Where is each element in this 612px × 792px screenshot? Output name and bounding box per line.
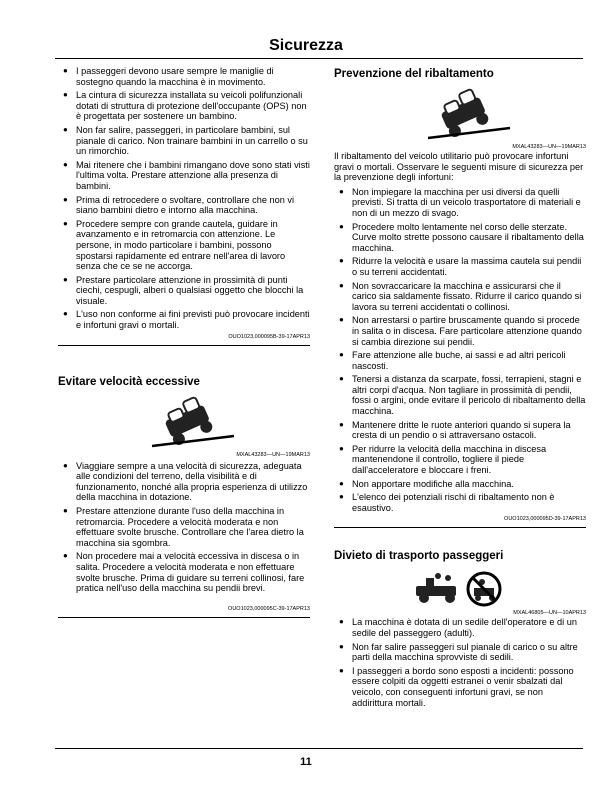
passenger-safety-list [58,66,310,331]
section-divider [58,617,310,618]
vehicle-rollover-icon [424,88,514,144]
speed-safety-list [58,461,310,594]
rollover-intro: Il ribaltamento del veicolo utilitario può provocare infortuni gravi o mortali. Osservare le seguenti misure di sicurezza per la prevenzione degli infortuni: [334,151,584,183]
bullet-item: ● La cintura di sicurezza installata su veicoli polifunzionali dotati di struttura di protezione dell'occupante (OPS) non è progettata per sostenere un bambino. [58,90,310,122]
bullet-item: ● La macchina è dotata di un sedile dell'operatore e di un sedile del passeggero (adulti). [334,617,586,638]
bullet-item: ● Ridurre la velocità e usare la massima cautela sui pendii o su terreni accidentati. [334,256,586,277]
figure-reference: MXAL43283—UN—19MAR13 [512,144,586,150]
page-number: 11 [300,756,312,768]
figure-reference: MXAL46805—UN—10APR13 [513,610,586,617]
bullet-item: ● Procedere molto lentamente nel corso delle sterzate. Curve molto strette possono causare il ribaltamento della macchina. [334,222,586,254]
document-reference: OUO1023,000095C-39-17APR13 [228,605,310,612]
figure-reference: MXAL43283—UN—19MAR13 [236,451,310,458]
bullet-item: ● Non far salire passeggeri sul pianale di carico o su altre parti della macchina sprovviste di sedili. [334,642,586,663]
bullet-item: ● Tenersi a distanza da scarpate, fossi, terrapieni, stagni e altri corpi d'acqua. Non tagliare in prossimità di pendii, fossi o argini, onde evitare il pericolo di ribaltamento della macchina. [334,374,586,416]
bullet-item: ● Procedere sempre con grande cautela, guidare in avanzamento e in retromarcia con attenzione. Le persone, in modo particolare i bambini, possono spostarsi rapidamente ed entrare nell'area di lavoro senza che ce se ne accorga. [58,219,310,272]
bullet-item: ● I passeggeri devono usare sempre le maniglie di sostegno quando la macchina è in movimento. [58,66,310,87]
passenger-transport-list [334,617,586,708]
no-passengers-prohibition-icon [412,570,512,608]
section-heading-rollover: Prevenzione del ribaltamento [334,68,494,80]
bullet-item: ● Prestare particolare attenzione in prossimità di punti ciechi, cespugli, alberi o qualsiasi oggetto che blocchi la visuale. [58,275,310,307]
bullet-item: ● Non impiegare la macchina per usi diversi da quelli previsti. Si tratta di un veicolo trasportatore di materiali e non di un mezzo di svago. [334,187,586,219]
bullet-item: ● Mai ritenere che i bambini rimangano dove sono stati visti l'ultima volta. Prestare attenzione alla presenza di bambini. [58,160,310,192]
bullet-item: ● Non sovraccaricare la macchina e assicurarsi che il carico sia saldamente fissato. Ridurre il carico quando si lavora su terreni accidentati o collinosi. [334,281,586,313]
bullet-item: ● Non far salire, passeggeri, in particolare bambini, sul pianale di carico. Non trainare bambini in un carrello o su un rimorchio. [58,125,310,157]
right-column [334,66,586,711]
section-heading-passengers: Divieto di trasporto passeggeri [334,550,504,563]
bullet-item: ● Mantenere dritte le ruote anteriori quando si supera la cresta di un pendio o si attraversano ostacoli. [334,420,586,441]
bullet-item: ● Non apportare modifiche alla macchina. [334,479,586,490]
vehicle-rollover-icon [148,396,238,452]
bullet-item: ● Prestare attenzione durante l'uso della macchina in retromarcia. Procedere a velocità moderata e non effettuare svolte brusche. Controllare che l'area dietro la macchina sia sgombra. [58,506,310,548]
bullet-item: ● I passeggeri a bordo sono esposti a incidenti: possono essere colpiti da oggetti estranei o venir sbalzati dal veicolo, con conseguenti infortuni gravi, se non addirittura mortali. [334,666,586,708]
rollover-safety-list [334,187,586,514]
bullet-item: ● Per ridurre la velocità della macchina in discesa mantenendone il controllo, togliere il piede dall'acceleratore e bloccare i freni. [334,444,586,476]
section-divider [334,527,586,528]
bullet-item: ● Non procedere mai a velocità eccessiva in discesa o in salita. Procedere a velocità moderata e non effettuare svolte brusche. Prima di guidare su terreni collinosi, fare pratica nell'uso della macchina su pendii brevi. [58,551,310,593]
bullet-item: ● L'elenco dei potenziali rischi di ribaltamento non è esaustivo. [334,492,586,513]
section-heading-speed: Evitare velocità eccessive [58,375,200,388]
section-divider [58,345,310,346]
bullet-item: ● Fare attenzione alle buche, ai sassi e ad altri pericoli nascosti. [334,350,586,371]
document-reference: OUO1023,000095B-39-17APR13 [228,333,310,340]
footer-rule [55,748,583,749]
document-reference: OUO1023,000095D-39-17APR13 [504,516,586,523]
bullet-item: ● L'uso non conforme ai fini previsti può provocare incidenti e infortuni gravi o mortali. [58,309,310,330]
left-column [58,66,310,618]
bullet-item: ● Viaggiare sempre a una velocità di sicurezza, adeguata alle condizioni del terreno, della visibilità e di funzionamento, nonché alla propria esperienza di utilizzo della macchina in dotazione. [58,461,310,503]
header-rule [55,58,583,59]
page-title: Sicurezza [269,37,343,54]
bullet-item: ● Prima di retrocedere o svoltare, controllare che non vi siano bambini dietro e intorno alla macchina. [58,195,310,216]
bullet-item: ● Non arrestarsi o partire bruscamente quando si procede in salita o in discesa. Fare particolare attenzione quando si cambia direzione sui pendii. [334,315,586,347]
